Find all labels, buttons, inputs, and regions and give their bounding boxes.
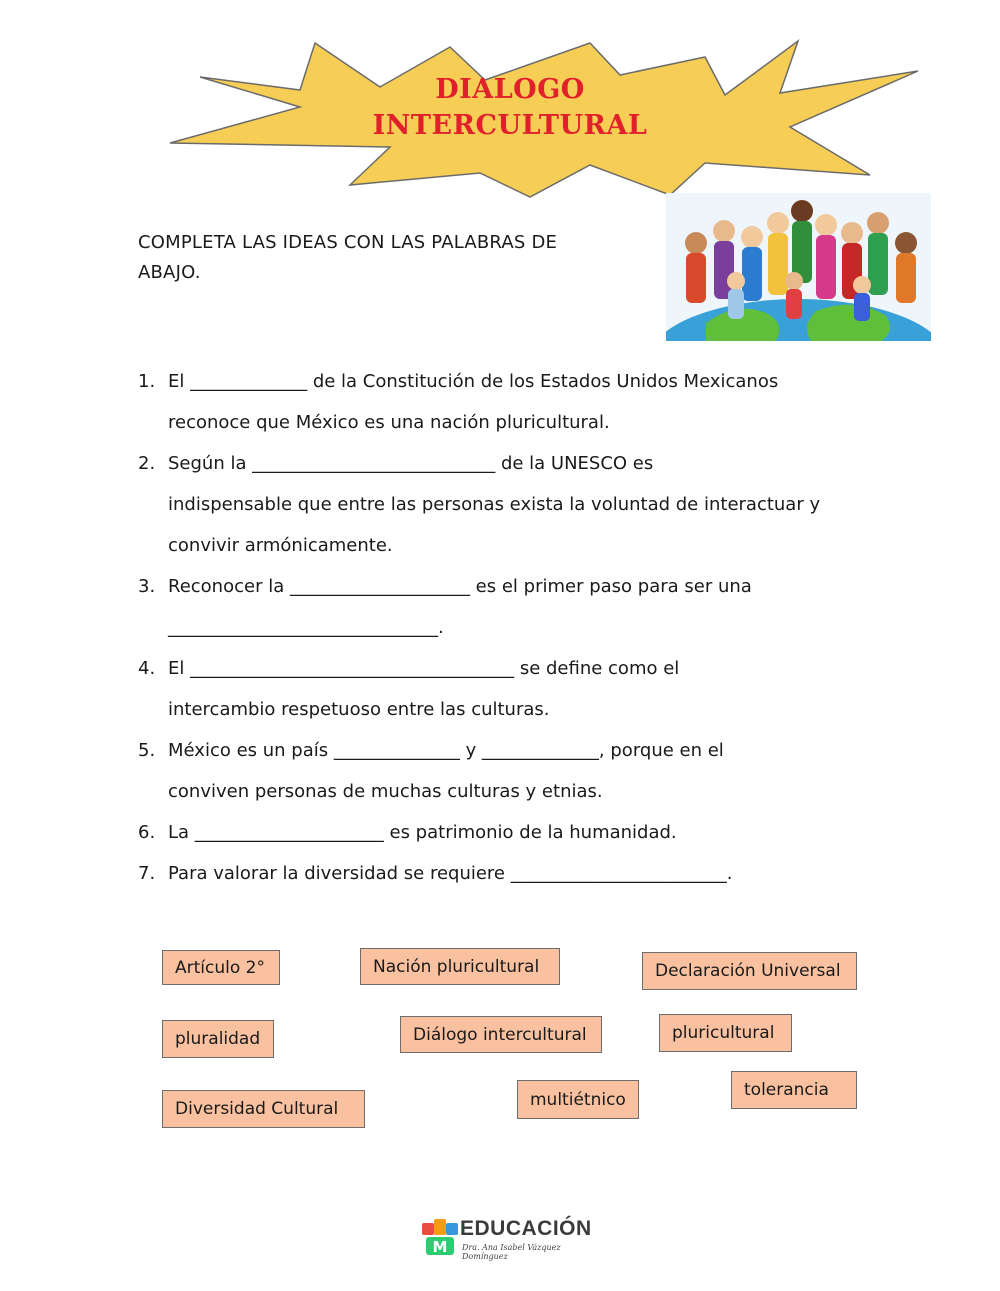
list-item xyxy=(138,853,848,894)
item-text: indispensable que entre las personas exista la voluntad de interactuar y xyxy=(168,494,821,515)
logo-mark-icon xyxy=(422,1219,458,1259)
word-chip-declaracion-universal[interactable]: Declaración Universal xyxy=(642,952,857,990)
word-chip-tolerancia[interactable]: tolerancia xyxy=(731,1071,857,1109)
item-text: México es un país ______________ y _____________, porque en el xyxy=(168,740,724,761)
item-text: convivir armónicamente. xyxy=(168,535,393,556)
word-chip-nacion-pluricultural[interactable]: Nación pluricultural xyxy=(360,948,560,985)
word-chip-dialogo-intercultural[interactable]: Diálogo intercultural xyxy=(400,1016,602,1053)
item-number: 7. xyxy=(138,863,156,884)
instructions xyxy=(138,228,638,288)
svg-text:M: M xyxy=(432,1238,448,1256)
item-text: El ____________________________________ se define como el xyxy=(168,658,680,679)
item-text: El _____________ de la Constitución de los Estados Unidos Mexicanos xyxy=(168,371,779,392)
title-line-2: INTERCULTURAL xyxy=(372,110,648,141)
list-item xyxy=(138,361,848,443)
item-text: ______________________________. xyxy=(168,617,444,638)
footer-logo xyxy=(422,1217,602,1265)
list-item xyxy=(138,730,848,812)
fill-in-list xyxy=(138,361,848,894)
list-item xyxy=(138,648,848,730)
instructions-line-2: ABAJO. xyxy=(138,262,201,283)
item-number: 4. xyxy=(138,658,156,679)
item-text: Para valorar la diversidad se requiere ________________________. xyxy=(168,863,733,884)
item-number: 1. xyxy=(138,371,156,392)
item-text: reconoce que México es una nación pluricultural. xyxy=(168,412,610,433)
item-text: Según la ___________________________ de la UNESCO es xyxy=(168,453,654,474)
word-chip-diversidad-cultural[interactable]: Diversidad Cultural xyxy=(162,1090,365,1128)
word-chip-articulo-2[interactable]: Artículo 2° xyxy=(162,950,280,985)
word-chip-multietnico[interactable]: multiétnico xyxy=(517,1080,639,1119)
item-text: La _____________________ es patrimonio de la humanidad. xyxy=(168,822,677,843)
word-chip-pluralidad[interactable]: pluralidad xyxy=(162,1020,274,1058)
word-chip-pluricultural[interactable]: pluricultural xyxy=(659,1014,792,1052)
list-item xyxy=(138,566,848,648)
item-text: Reconocer la ____________________ es el primer paso para ser una xyxy=(168,576,752,597)
item-number: 2. xyxy=(138,453,156,474)
child-figures xyxy=(685,200,917,321)
children-globe-illustration xyxy=(666,193,931,341)
logo-brand: EDUCACIÓN xyxy=(460,1217,592,1240)
item-text: conviven personas de muchas culturas y etnias. xyxy=(168,781,603,802)
page-title xyxy=(330,72,690,144)
item-number: 5. xyxy=(138,740,156,761)
list-item xyxy=(138,443,848,566)
item-text: intercambio respetuoso entre las culturas. xyxy=(168,699,550,720)
instructions-line-1: COMPLETA LAS IDEAS CON LAS PALABRAS DE xyxy=(138,232,558,253)
item-number: 3. xyxy=(138,576,156,597)
logo-author: Dra. Ana Isabel Vázquez Domínguez xyxy=(462,1243,561,1261)
item-number: 6. xyxy=(138,822,156,843)
list-item xyxy=(138,812,848,853)
title-line-1: DIALOGO xyxy=(435,74,585,105)
